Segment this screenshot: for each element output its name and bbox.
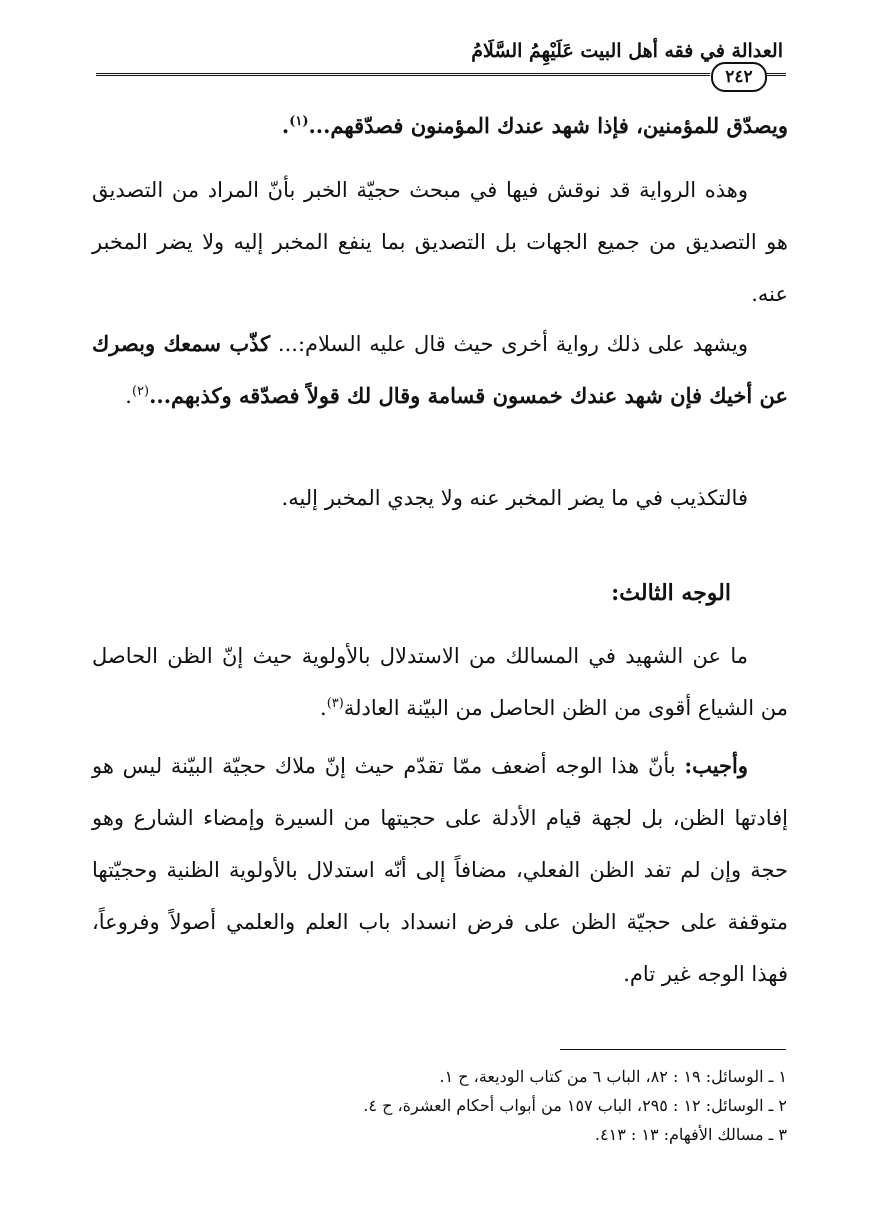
paragraph-6-text: بأنّ هذا الوجه أضعف ممّا تقدّم حيث إنّ ملاك حجيّة البيّنة ليس هو إفادتها الظن، بل لجهة قيام الأدلة على حجيتها من السيرة وإمضاء الشارع وهو حجة وإن لم تفد الظن الفعلي، مضافاً إلى أنّه استدلال بالأولوية الظنية وحجيّتها متوقفة على حجيّة الظن على فرض انسداد باب العلم والعلمي أصولاً وفروعاً، فهذا الوجه غير تام. [92, 754, 788, 986]
paragraph-5-end: . [320, 696, 327, 720]
paragraph-1 [92, 100, 788, 152]
paragraph-3-quote: كذّب سمعك وبصرك عن أخيك فإن شهد عندك خمسون قسامة وقال لك قولاً فصدّقه وكذبهم... [92, 331, 788, 408]
footnote-ref-3[interactable]: (٣) [326, 696, 344, 711]
page-number: ٢٤٢ [711, 62, 767, 92]
footnote-3: ٣ ـ مسالك الأفهام: ١٣ : ٤١٣. [594, 1125, 787, 1144]
footnote-2: ٢ ـ الوسائل: ١٢ : ٢٩٥، الباب ١٥٧ من أبواب أحكام العشرة، ح ٤. [363, 1096, 787, 1115]
paragraph-6-lead: وأجيب: [684, 753, 748, 778]
paragraph-5-text: ما عن الشهيد في المسالك من الاستدلال بالأولوية حيث إنّ الظن الحاصل من الشياع أقوى من الظن الحاصل من البيّنة العادلة [92, 644, 788, 720]
footnotes [167, 1062, 787, 1149]
paragraph-6 [92, 740, 788, 1000]
paragraph-1-end: . [281, 113, 290, 138]
paragraph-3-intro: ويشهد على ذلك رواية أخرى حيث قال عليه السلام:... [270, 332, 748, 356]
paragraph-3-end: . [125, 384, 132, 408]
paragraph-5 [92, 630, 788, 734]
paragraph-3 [92, 318, 788, 422]
section-heading: الوجه الثالث: [611, 580, 731, 606]
running-title: العدالة في فقه أهل البيت عَلَيْهِمُ السَّلَامُ [471, 40, 783, 62]
header-rule-right [764, 73, 786, 76]
paragraph-4: فالتكذيب في ما يضر المخبر عنه ولا يجدي المخبر إليه. [281, 486, 748, 510]
footnote-ref-2[interactable]: (٢) [131, 384, 150, 399]
paragraph-2: وهذه الرواية قد نوقش فيها في مبحث حجيّة الخبر بأنّ المراد من التصديق هو التصديق من جميع الجهات بل التصديق بما ينفع المخبر إليه ولا يضر المخبر عنه. [92, 178, 788, 306]
paragraph-1-text: ويصدّق للمؤمنين، فإذا شهد عندك المؤمنون فصدّقهم... [308, 113, 788, 138]
footnote-ref-1[interactable]: (١) [289, 114, 309, 129]
header-rule [96, 73, 710, 76]
footnote-separator [560, 1049, 786, 1050]
footnote-1: ١ ـ الوسائل: ١٩ : ٨٢، الباب ٦ من كتاب الوديعة، ح ١. [439, 1067, 787, 1086]
